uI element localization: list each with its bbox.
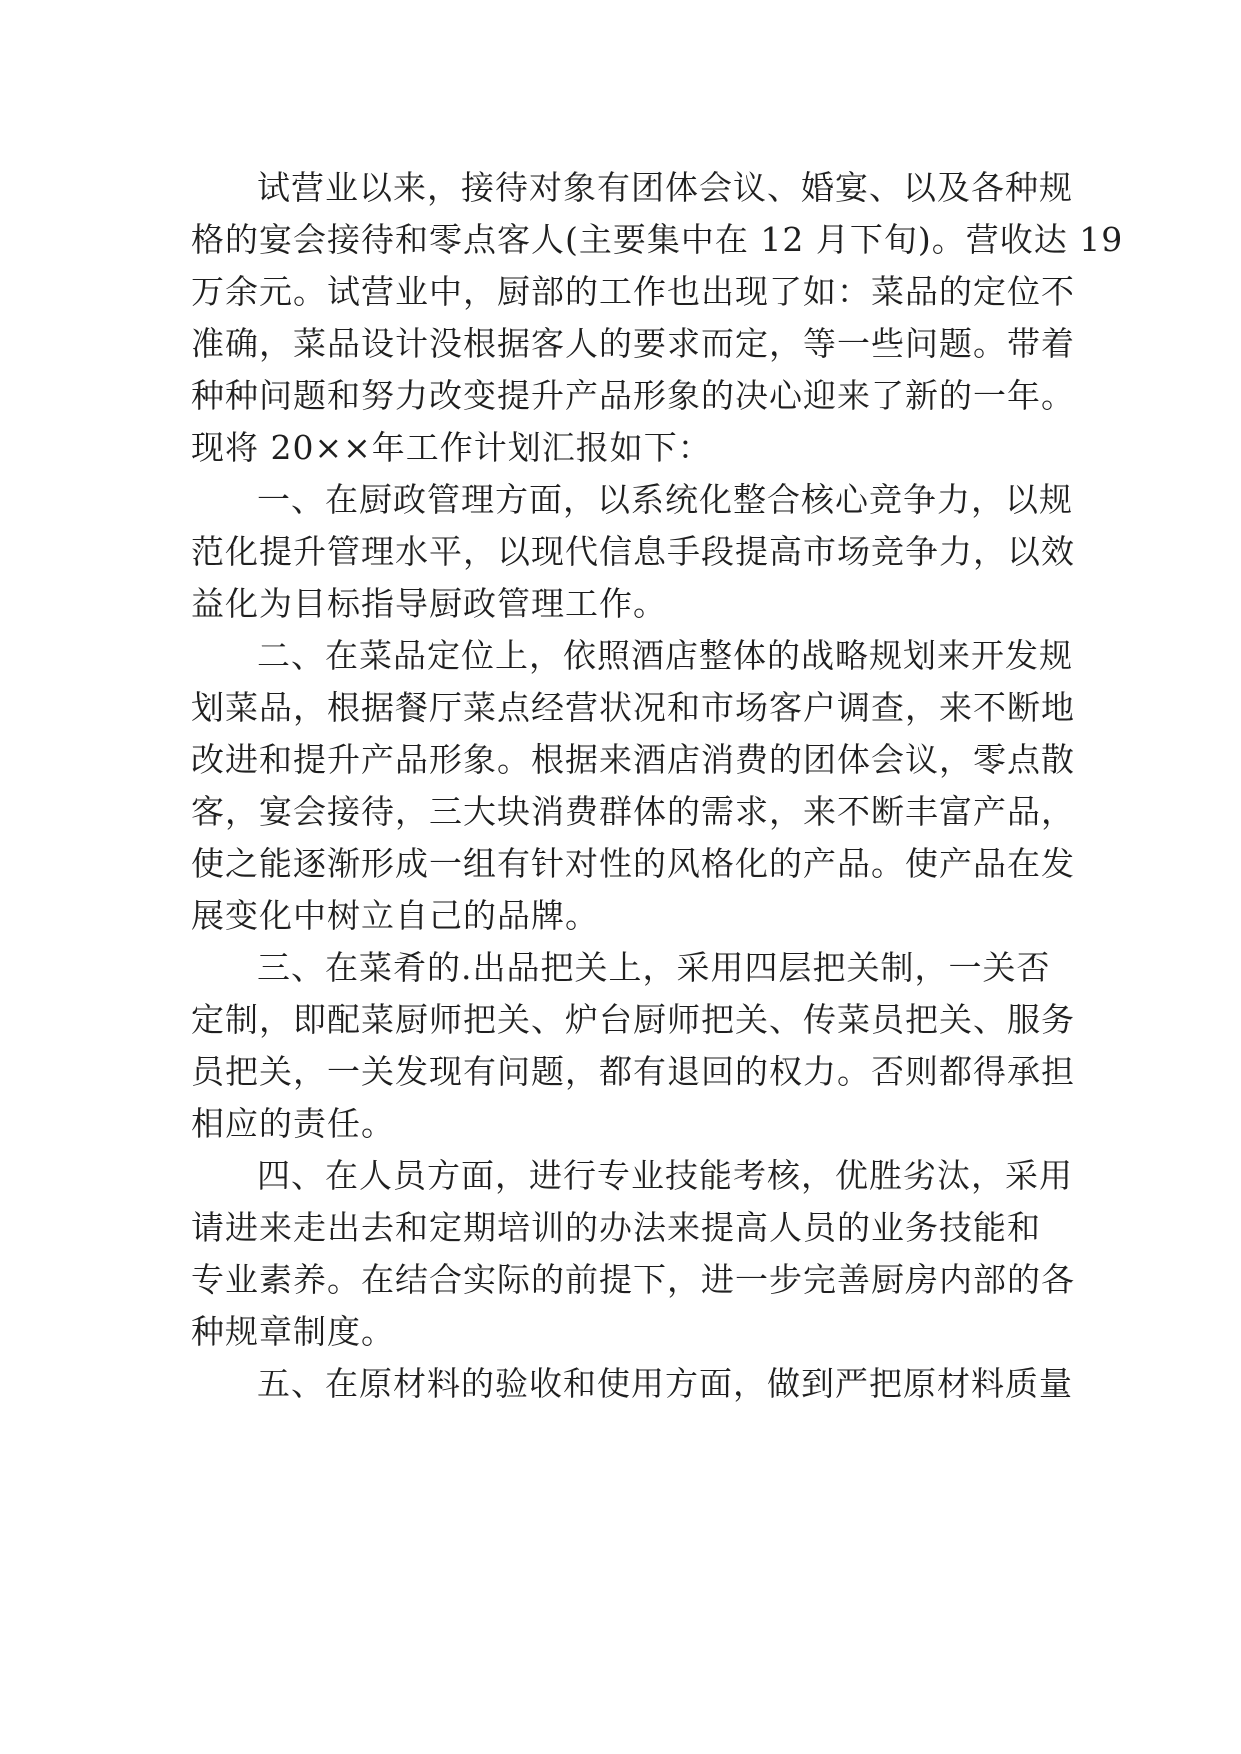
text-line: 客，宴会接待，三大块消费群体的需求，来不断丰富产品， xyxy=(191,792,1075,831)
paragraph-item-3 xyxy=(191,942,1075,1150)
document-body xyxy=(191,162,1124,1410)
text-line: 万余元。试营业中，厨部的工作也出现了如：菜品的定位不 xyxy=(191,272,1075,311)
text-line: 使之能逐渐形成一组有针对性的风格化的产品。使产品在发 xyxy=(191,844,1075,883)
text-line: 准确，菜品设计没根据客人的要求而定，等一些问题。带着 xyxy=(191,324,1075,363)
text-line: 员把关，一关发现有问题，都有退回的权力。否则都得承担 xyxy=(191,1052,1075,1091)
text-line: 改进和提升产品形象。根据来酒店消费的团体会议，零点散 xyxy=(191,740,1075,779)
text-line: 试营业以来，接待对象有团体会议、婚宴、以及各种规 xyxy=(257,168,1073,207)
text-line: 格的宴会接待和零点客人(主要集中在 12 月下旬)。营收达 19 xyxy=(191,220,1124,259)
paragraph-item-1 xyxy=(191,474,1075,630)
text-line: 定制，即配菜厨师把关、炉台厨师把关、传菜员把关、服务 xyxy=(191,1000,1075,1039)
text-line: 范化提升管理水平，以现代信息手段提高市场竞争力，以效 xyxy=(191,532,1075,571)
text-line: 种规章制度。 xyxy=(191,1312,395,1351)
text-line: 益化为目标指导厨政管理工作。 xyxy=(191,584,667,623)
paragraph-intro xyxy=(191,162,1124,474)
text-line: 请进来走出去和定期培训的办法来提高人员的业务技能和 xyxy=(191,1208,1041,1247)
text-line: 一、在厨政管理方面，以系统化整合核心竞争力，以规 xyxy=(257,480,1073,519)
text-line: 相应的责任。 xyxy=(191,1104,395,1143)
paragraph-item-4 xyxy=(191,1150,1075,1358)
text-line: 四、在人员方面，进行专业技能考核，优胜劣汰，采用 xyxy=(257,1156,1073,1195)
text-line: 三、在菜肴的.出品把关上，采用四层把关制，一关否 xyxy=(257,948,1051,987)
text-line: 专业素养。在结合实际的前提下，进一步完善厨房内部的各 xyxy=(191,1260,1075,1299)
text-line: 五、在原材料的验收和使用方面，做到严把原材料质量 xyxy=(257,1364,1073,1403)
text-line: 展变化中树立自己的品牌。 xyxy=(191,896,599,935)
text-line: 二、在菜品定位上，依照酒店整体的战略规划来开发规 xyxy=(257,636,1073,675)
paragraph-item-5 xyxy=(191,1358,1073,1410)
text-line: 种种问题和努力改变提升产品形象的决心迎来了新的一年。 xyxy=(191,376,1075,415)
text-line: 划菜品，根据餐厅菜点经营状况和市场客户调查，来不断地 xyxy=(191,688,1075,727)
text-line: 现将 20××年工作计划汇报如下： xyxy=(191,428,712,467)
paragraph-item-2 xyxy=(191,630,1075,942)
